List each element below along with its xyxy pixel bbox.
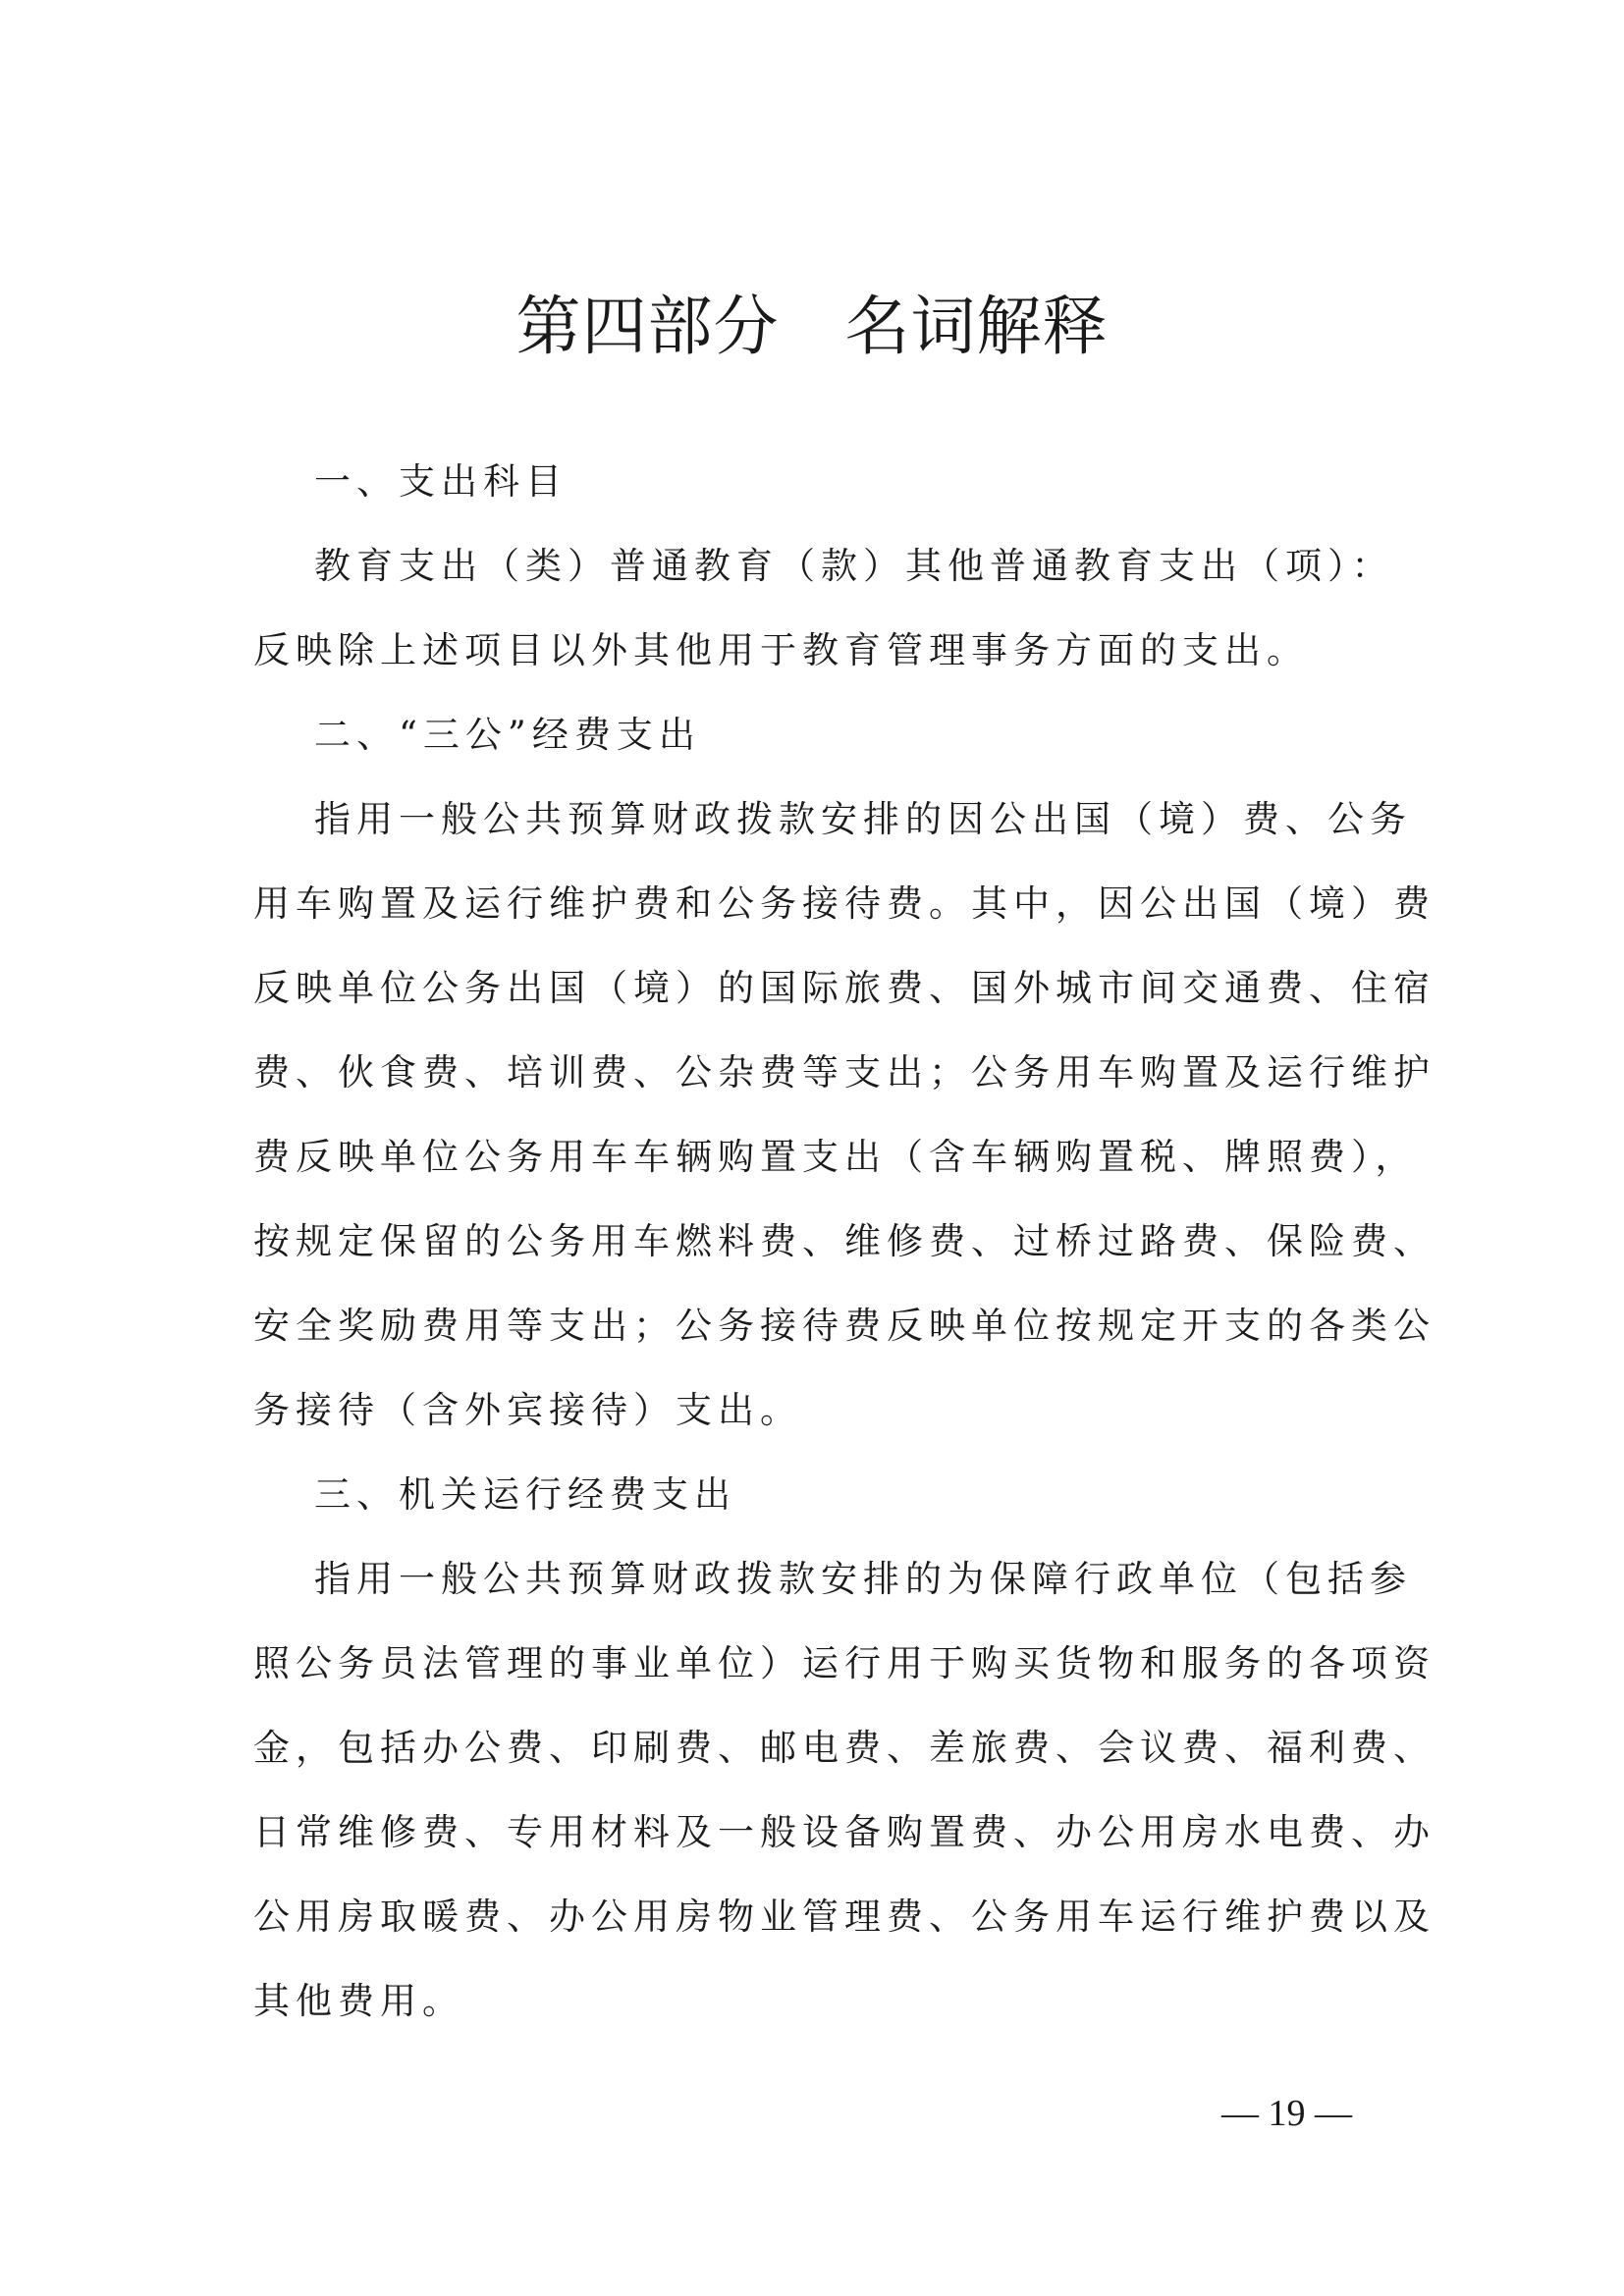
page-number: — 19 —: [1221, 2093, 1352, 2134]
section-heading-expenditure-subjects: 一、支出科目: [314, 460, 568, 503]
document-body: [253, 454, 1435, 2057]
paragraph-line: 安全奖励费用等支出；公务接待费反映单位按规定开支的各类公: [253, 1305, 1435, 1347]
section-paragraph-agency-operating-expenses: [253, 1551, 1435, 2030]
paragraph-line: 指用一般公共预算财政拨款安排的因公出国（境）费、公务: [314, 798, 1412, 840]
paragraph-line: 费反映单位公务用车车辆购置支出（含车辆购置税、牌照费），: [253, 1136, 1418, 1178]
page-title: 第四部分 名词解释: [515, 289, 1109, 364]
paragraph-line: 按规定保留的公务用车燃料费、维修费、过桥过路费、保险费、: [253, 1220, 1435, 1262]
paragraph-line: 指用一般公共预算财政拨款安排的为保障行政单位（包括参: [314, 1558, 1412, 1600]
paragraph-line: 用车购置及运行维护费和公务接待费。其中，因公出国（境）费: [253, 882, 1435, 925]
paragraph-line: 金，包括办公费、印刷费、邮电费、差旅费、会议费、福利费、: [253, 1727, 1435, 1769]
paragraph-line: 其他费用。: [253, 1980, 464, 2022]
paragraph-line: 反映除上述项目以外其他用于教育管理事务方面的支出。: [253, 629, 1309, 671]
section-paragraph-three-public-expenses: [253, 791, 1435, 1439]
paragraph-line: 公用房取暖费、办公用房物业管理费、公务用车运行维护费以及: [253, 1896, 1435, 1938]
paragraph-line: 务接待（含外宾接待）支出。: [253, 1389, 802, 1431]
paragraph-line: 照公务员法管理的事业单位）运行用于购买货物和服务的各项资: [253, 1642, 1435, 1684]
paragraph-line: 费、伙食费、培训费、公杂费等支出；公务用车购置及运行维护: [253, 1051, 1435, 1094]
section-heading-agency-operating-expenses: 三、机关运行经费支出: [314, 1473, 736, 1516]
section-heading-three-public-expenses: 二、“三公”经费支出: [314, 714, 701, 756]
paragraph-line: 教育支出（类）普通教育（款）其他普通教育支出（项）：: [314, 545, 1394, 587]
paragraph-line: 反映单位公务出国（境）的国际旅费、国外城市间交通费、住宿: [253, 967, 1435, 1009]
section-paragraph-expenditure-subjects: [253, 538, 1394, 679]
paragraph-line: 日常维修费、专用材料及一般设备购置费、办公用房水电费、办: [253, 1811, 1435, 1853]
